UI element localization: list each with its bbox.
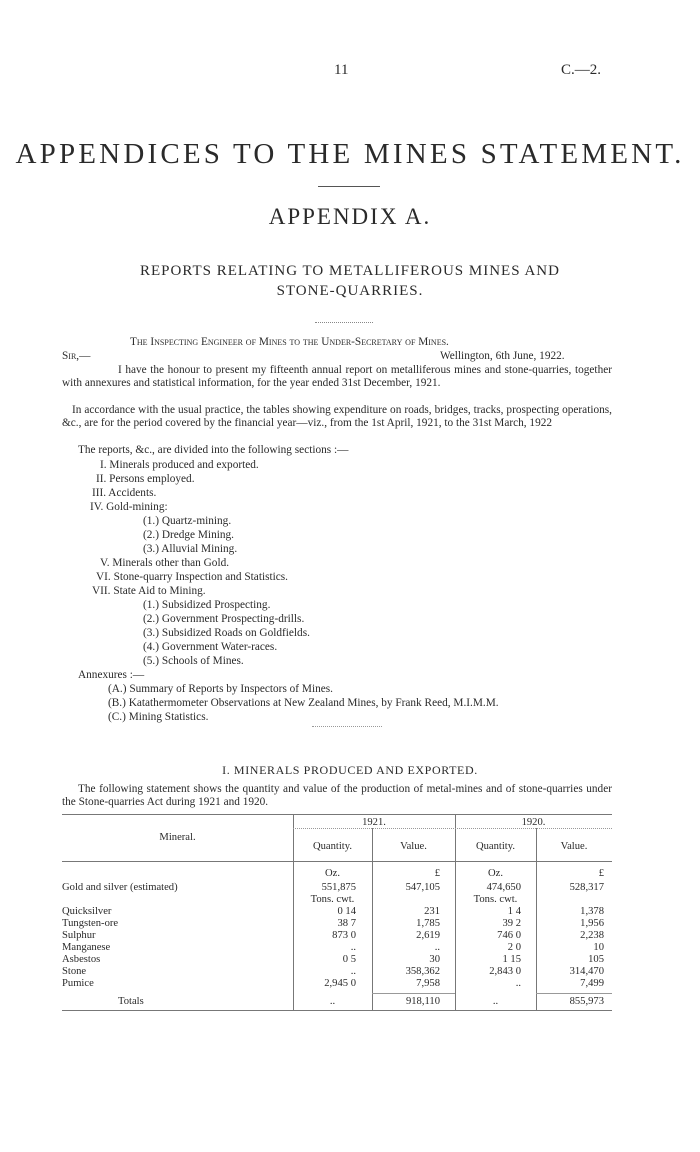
table-cell: 1,785 bbox=[416, 918, 440, 929]
table-cell: 0 5 bbox=[342, 954, 356, 965]
divider bbox=[315, 322, 373, 323]
letter-paragraph-1: I have the honour to present my fifteenth annual report on metalliferous mines and stone-quarries, together with annexures and statistical information, for the year ended 31st December, 1921. bbox=[62, 364, 612, 389]
table-cell: 474,650 bbox=[486, 882, 521, 893]
table-cell: .. bbox=[329, 996, 336, 1007]
table-cell: 873 0 bbox=[332, 930, 356, 941]
list-item: IV. Gold-mining: bbox=[90, 501, 168, 513]
letter-addressee: The Inspecting Engineer of Mines to the Under-Secretary of Mines. bbox=[130, 336, 449, 348]
table-cell: 746 0 bbox=[497, 930, 521, 941]
table-cell: 1,378 bbox=[580, 906, 604, 917]
unit-label: Tons. cwt. bbox=[473, 894, 518, 905]
list-item: (4.) Government Water-races. bbox=[143, 641, 278, 653]
table-cell: 7,499 bbox=[580, 978, 604, 989]
table-cell: 39 2 bbox=[502, 918, 521, 929]
section-intro: The following statement shows the quantity and value of the production of metal-mines and of stone-quarries under the Stone-quarries Act during 1921 and 1920. bbox=[62, 783, 612, 808]
table-cell: 551,875 bbox=[321, 882, 356, 893]
table-cell: 358,362 bbox=[405, 966, 440, 977]
table-row-label: Gold and silver (estimated) bbox=[62, 882, 178, 893]
unit-label: Oz. bbox=[487, 868, 503, 879]
totals-rule bbox=[372, 993, 455, 994]
table-cell: 2,843 0 bbox=[489, 966, 521, 977]
list-item: (C.) Mining Statistics. bbox=[108, 711, 209, 723]
table-row-label: Pumice bbox=[62, 978, 94, 989]
unit-label: Tons. cwt. bbox=[310, 894, 355, 905]
list-item: (1.) Quartz-mining. bbox=[143, 515, 232, 527]
list-item: VI. Stone-quarry Inspection and Statistics. bbox=[96, 571, 289, 583]
list-item: VII. State Aid to Mining. bbox=[92, 585, 206, 597]
section-heading: I. MINERALS PRODUCED AND EXPORTED. bbox=[222, 763, 478, 777]
table-header-quantity: Quantity. bbox=[312, 841, 353, 852]
subtitle-line-2: STONE-QUARRIES. bbox=[276, 283, 424, 299]
page-number: 11 bbox=[334, 62, 349, 78]
table-cell: 2,238 bbox=[580, 930, 604, 941]
list-item: (3.) Alluvial Mining. bbox=[143, 543, 238, 555]
table-top-rule bbox=[62, 814, 612, 815]
table-row-label: Asbestos bbox=[62, 954, 101, 965]
list-item: (2.) Government Prospecting-drills. bbox=[143, 613, 305, 625]
table-header-year: 1920. bbox=[521, 817, 546, 828]
table-cell: 2 0 bbox=[507, 942, 521, 953]
list-item: II. Persons employed. bbox=[96, 473, 195, 485]
table-cell: .. bbox=[492, 996, 499, 1007]
table-cell: .. bbox=[515, 978, 521, 989]
table-cell: 314,470 bbox=[569, 966, 604, 977]
list-item: (5.) Schools of Mines. bbox=[143, 655, 244, 667]
unit-label: £ bbox=[598, 868, 604, 879]
divider bbox=[312, 726, 382, 727]
list-item: (2.) Dredge Mining. bbox=[143, 529, 234, 541]
divider bbox=[318, 186, 380, 187]
list-item: (1.) Subsidized Prospecting. bbox=[143, 599, 271, 611]
totals-label: Totals bbox=[118, 996, 144, 1007]
letter-place-date: Wellington, 6th June, 1922. bbox=[440, 350, 565, 362]
table-cell: 1 15 bbox=[502, 954, 521, 965]
unit-label: Oz. bbox=[324, 868, 340, 879]
table-cell: 0 14 bbox=[337, 906, 356, 917]
letter-salutation: Sir,— bbox=[62, 350, 91, 362]
table-cell: 38 7 bbox=[337, 918, 356, 929]
table-cell: 855,973 bbox=[569, 996, 604, 1007]
list-item: V. Minerals other than Gold. bbox=[100, 557, 230, 569]
table-row-label: Tungsten-ore bbox=[62, 918, 119, 929]
list-item: (A.) Summary of Reports by Inspectors of Mines. bbox=[108, 683, 333, 695]
table-header-quantity: Quantity. bbox=[475, 841, 516, 852]
letter-paragraph-2: In accordance with the usual practice, the tables showing expenditure on roads, bridges, tracks, prospecting operations, &c., are for the period covered by the financial year—viz., from the 1st April, 1921, to the 31st March, 1922 bbox=[62, 404, 612, 429]
table-header-rule bbox=[62, 861, 612, 862]
document-code: C.—2. bbox=[561, 62, 602, 78]
unit-label: £ bbox=[434, 868, 440, 879]
table-cell: 105 bbox=[588, 954, 604, 965]
table-row-label: Quicksilver bbox=[62, 906, 112, 917]
table-cell: 918,110 bbox=[405, 996, 440, 1007]
list-item: (3.) Subsidized Roads on Goldfields. bbox=[143, 627, 310, 639]
table-cell: 30 bbox=[429, 954, 440, 965]
table-row-label: Manganese bbox=[62, 942, 111, 953]
table-row-label: Stone bbox=[62, 966, 87, 977]
table-cell: 10 bbox=[593, 942, 604, 953]
table-header-value: Value. bbox=[560, 841, 588, 852]
appendix-title: APPENDIX A. bbox=[268, 204, 432, 229]
table-cell: 7,958 bbox=[416, 978, 440, 989]
table-cell: 1,956 bbox=[580, 918, 604, 929]
table-cell: .. bbox=[350, 942, 356, 953]
annexures-label: Annexures :— bbox=[78, 669, 145, 681]
list-item: I. Minerals produced and exported. bbox=[100, 459, 259, 471]
table-cell: .. bbox=[350, 966, 356, 977]
table-cell: 1 4 bbox=[507, 906, 521, 917]
table-cell: .. bbox=[434, 942, 440, 953]
table-header-value: Value. bbox=[400, 841, 427, 852]
table-cell: 231 bbox=[424, 906, 440, 917]
table-row-label: Sulphur bbox=[62, 930, 96, 941]
table-bottom-rule bbox=[62, 1010, 612, 1011]
table-header-mineral: Mineral. bbox=[159, 832, 196, 843]
totals-rule bbox=[536, 993, 612, 994]
list-item: III. Accidents. bbox=[92, 487, 157, 499]
table-cell: 528,317 bbox=[569, 882, 604, 893]
table-cell: 2,619 bbox=[416, 930, 440, 941]
main-title: APPENDICES TO THE MINES STATEMENT. bbox=[15, 138, 685, 170]
table-header-year: 1921. bbox=[362, 817, 386, 828]
subtitle-line-1: REPORTS RELATING TO METALLIFEROUS MINES AND bbox=[140, 263, 560, 279]
table-cell: 2,945 0 bbox=[324, 978, 356, 989]
letter-paragraph-3: The reports, &c., are divided into the following sections :— bbox=[78, 444, 349, 456]
table-cell: 547,105 bbox=[405, 882, 440, 893]
list-item: (B.) Katathermometer Observations at New Zealand Mines, by Frank Reed, M.I.M.M. bbox=[108, 697, 499, 709]
